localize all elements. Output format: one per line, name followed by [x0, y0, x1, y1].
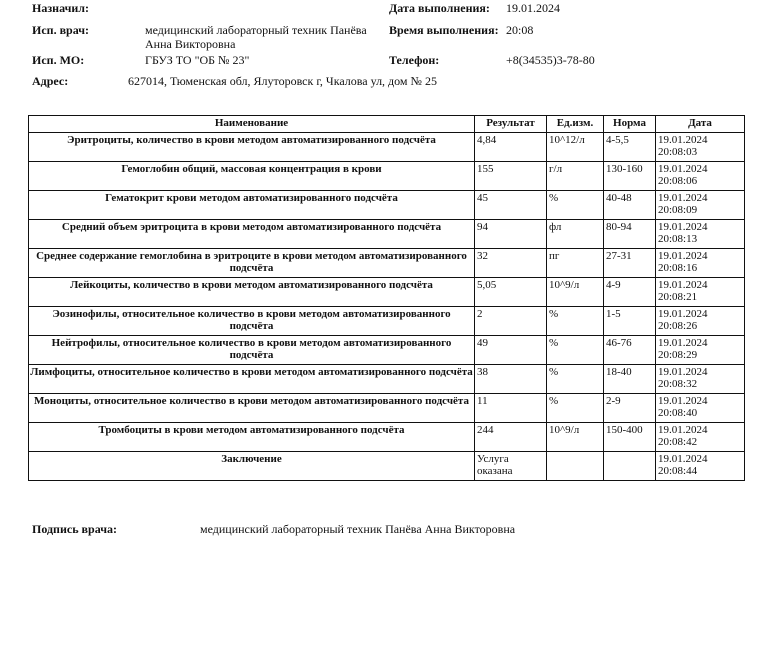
test-datetime — [656, 394, 745, 423]
doctor-value-line1: медицинский лабораторный техник Панёва — [145, 23, 367, 37]
test-result: 244 — [475, 423, 547, 452]
exec-date-value: 19.01.2024 — [506, 1, 560, 15]
test-time: 20:08:16 — [658, 262, 698, 274]
table-header-row — [29, 116, 745, 133]
test-time: 20:08:06 — [658, 175, 698, 187]
test-date: 19.01.2024 — [658, 163, 708, 175]
column-header-date: Дата — [656, 116, 745, 133]
test-result: 4,84 — [475, 133, 547, 162]
test-date: 19.01.2024 — [658, 279, 708, 291]
test-time: 20:08:21 — [658, 291, 698, 303]
test-result: 32 — [475, 249, 547, 278]
test-name: Средний объем эритроцита в крови методом автоматизированного подсчёта — [29, 220, 475, 249]
test-datetime — [656, 220, 745, 249]
doctor-value-line2: Анна Викторовна — [145, 37, 236, 51]
test-date: 19.01.2024 — [658, 134, 708, 146]
exec-time-value: 20:08 — [506, 23, 534, 37]
test-datetime — [656, 278, 745, 307]
test-datetime — [656, 162, 745, 191]
test-time: 20:08:26 — [658, 320, 698, 332]
mo-label: Исп. МО: — [32, 53, 85, 67]
test-norm: 4-5,5 — [604, 133, 656, 162]
test-norm: 27-31 — [604, 249, 656, 278]
table-row — [29, 423, 745, 452]
test-date: 19.01.2024 — [658, 395, 708, 407]
test-time: 20:08:44 — [658, 465, 698, 477]
test-name: Лимфоциты, относительное количество в крови методом автоматизированного подсчёта — [29, 365, 475, 394]
conclusion-datetime — [656, 452, 745, 481]
phone-label: Телефон: — [389, 53, 440, 67]
conclusion-name: Заключение — [29, 452, 475, 481]
test-unit: пг — [547, 249, 604, 278]
address-label: Адрес: — [32, 74, 69, 88]
test-name: Гематокрит крови методом автоматизированного подсчёта — [29, 191, 475, 220]
column-header-norm: Норма — [604, 116, 656, 133]
test-norm: 18-40 — [604, 365, 656, 394]
test-name: Лейкоциты, количество в крови методом автоматизированного подсчёта — [29, 278, 475, 307]
signature-value: медицинский лабораторный техник Панёва Анна Викторовна — [200, 522, 516, 536]
test-time: 20:08:42 — [658, 436, 698, 448]
table-row — [29, 249, 745, 278]
test-time: 20:08:03 — [658, 146, 698, 158]
test-date: 19.01.2024 — [658, 337, 708, 349]
table-row — [29, 336, 745, 365]
table-row — [29, 278, 745, 307]
table-row — [29, 394, 745, 423]
test-result: 5,05 — [475, 278, 547, 307]
test-norm: 150-400 — [604, 423, 656, 452]
test-name: Гемоглобин общий, массовая концентрация в крови — [29, 162, 475, 191]
test-name: Среднее содержание гемоглобина в эритроците в крови методом автоматизированного подсчёта — [29, 249, 475, 278]
mo-value: ГБУЗ ТО "ОБ № 23" — [145, 53, 250, 67]
test-date: 19.01.2024 — [658, 308, 708, 320]
test-unit: % — [547, 336, 604, 365]
table-row — [29, 220, 745, 249]
test-name: Тромбоциты в крови методом автоматизированного подсчёта — [29, 423, 475, 452]
test-norm: 1-5 — [604, 307, 656, 336]
test-result: 49 — [475, 336, 547, 365]
test-norm: 40-48 — [604, 191, 656, 220]
table-row-conclusion — [29, 452, 745, 481]
test-result: 94 — [475, 220, 547, 249]
test-result: 155 — [475, 162, 547, 191]
test-datetime — [656, 249, 745, 278]
test-name: Эозинофилы, относительное количество в крови методом автоматизированного подсчёта — [29, 307, 475, 336]
test-unit: % — [547, 365, 604, 394]
test-datetime — [656, 423, 745, 452]
test-name: Моноциты, относительное количество в крови методом автоматизированного подсчёта — [29, 394, 475, 423]
test-norm: 130-160 — [604, 162, 656, 191]
test-name: Нейтрофилы, относительное количество в крови методом автоматизированного подсчёта — [29, 336, 475, 365]
test-unit: 10^9/л — [547, 423, 604, 452]
test-unit: 10^9/л — [547, 278, 604, 307]
conclusion-norm — [604, 452, 656, 481]
test-unit: фл — [547, 220, 604, 249]
column-header-result: Результат — [475, 116, 547, 133]
test-result: 45 — [475, 191, 547, 220]
address-value: 627014, Тюменская обл, Ялуторовск г, Чкалова ул, дом № 25 — [128, 74, 437, 88]
table-row — [29, 365, 745, 394]
conclusion-unit — [547, 452, 604, 481]
test-date: 19.01.2024 — [658, 366, 708, 378]
test-datetime — [656, 191, 745, 220]
exec-time-label: Время выполнения: — [389, 23, 499, 37]
table-row — [29, 133, 745, 162]
test-unit: % — [547, 191, 604, 220]
column-header-name: Наименование — [29, 116, 475, 133]
doctor-label: Исп. врач: — [32, 23, 90, 37]
test-datetime — [656, 133, 745, 162]
column-header-unit: Ед.изм. — [547, 116, 604, 133]
phone-value: +8(34535)3-78-80 — [506, 53, 595, 67]
test-time: 20:08:29 — [658, 349, 698, 361]
test-date: 19.01.2024 — [658, 453, 708, 465]
ordered-label: Назначил: — [32, 1, 89, 15]
test-unit: % — [547, 394, 604, 423]
signature-label: Подпись врача: — [32, 522, 117, 536]
test-time: 20:08:09 — [658, 204, 698, 216]
test-date: 19.01.2024 — [658, 250, 708, 262]
test-datetime — [656, 336, 745, 365]
test-result: 38 — [475, 365, 547, 394]
test-unit: 10^12/л — [547, 133, 604, 162]
test-norm: 2-9 — [604, 394, 656, 423]
table-row — [29, 191, 745, 220]
test-date: 19.01.2024 — [658, 424, 708, 436]
test-name: Эритроциты, количество в крови методом автоматизированного подсчёта — [29, 133, 475, 162]
test-norm: 46-76 — [604, 336, 656, 365]
test-unit: г/л — [547, 162, 604, 191]
results-table — [28, 115, 745, 481]
table-row — [29, 307, 745, 336]
test-date: 19.01.2024 — [658, 192, 708, 204]
test-time: 20:08:40 — [658, 407, 698, 419]
test-time: 20:08:32 — [658, 378, 698, 390]
test-time: 20:08:13 — [658, 233, 698, 245]
test-result: 11 — [475, 394, 547, 423]
test-date: 19.01.2024 — [658, 221, 708, 233]
test-datetime — [656, 307, 745, 336]
test-norm: 4-9 — [604, 278, 656, 307]
test-unit: % — [547, 307, 604, 336]
conclusion-result: Услуга оказана — [475, 452, 547, 481]
test-datetime — [656, 365, 745, 394]
table-row — [29, 162, 745, 191]
test-result: 2 — [475, 307, 547, 336]
exec-date-label: Дата выполнения: — [389, 1, 490, 15]
test-norm: 80-94 — [604, 220, 656, 249]
